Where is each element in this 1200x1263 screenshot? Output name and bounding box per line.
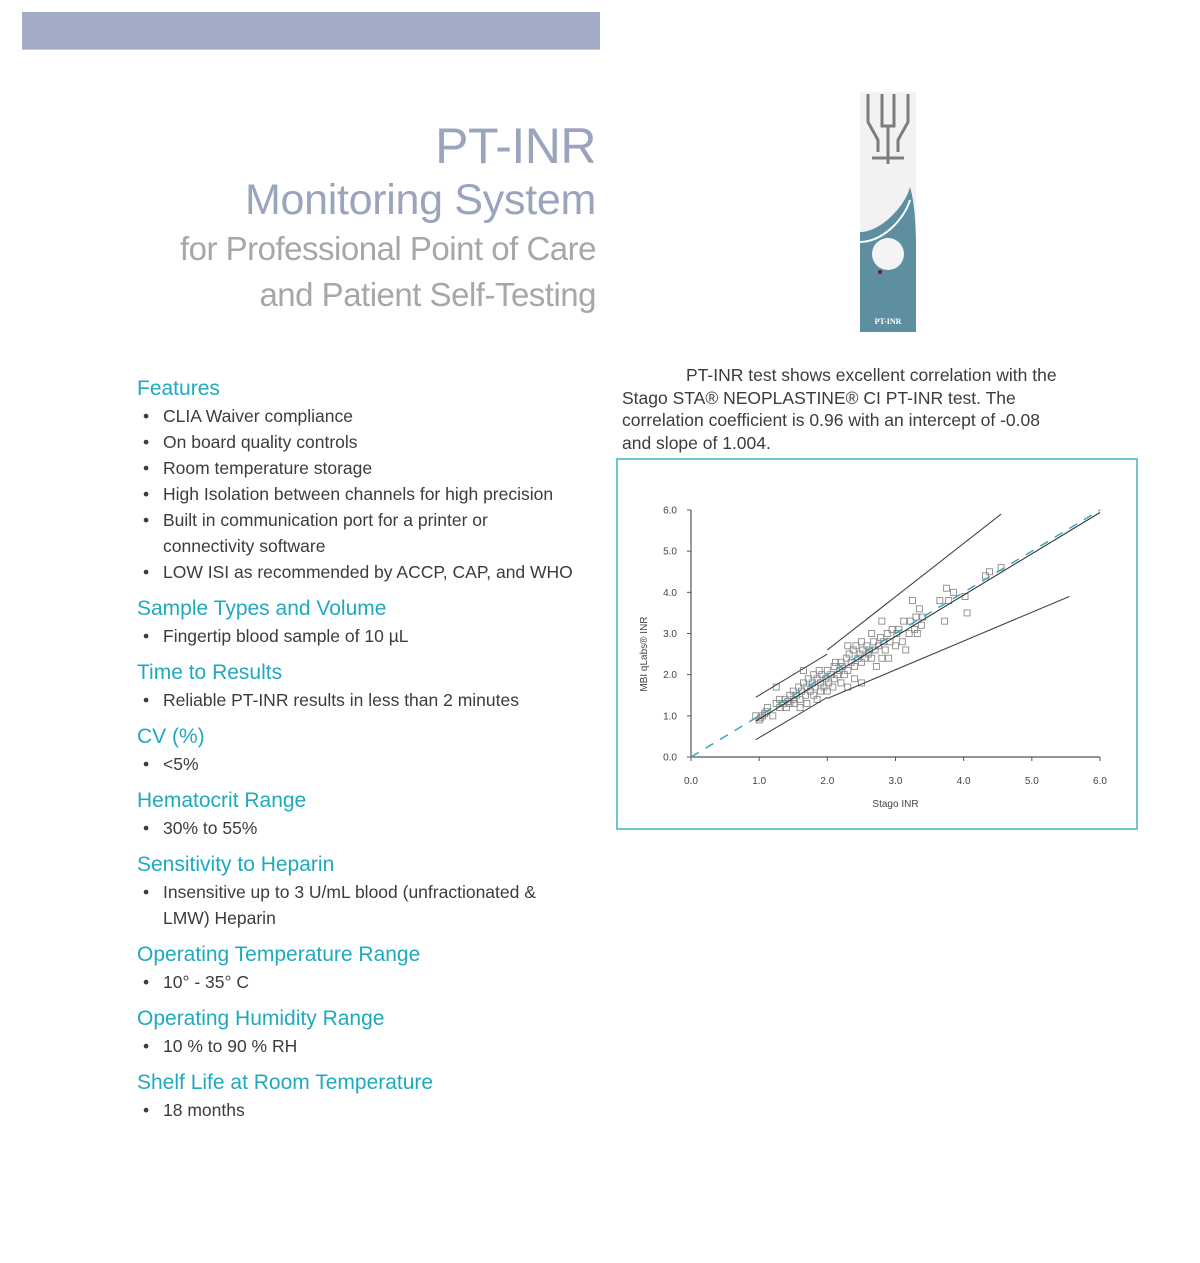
data-point	[886, 655, 892, 661]
y-axis-label: MBI qLabs® INR	[639, 616, 650, 692]
data-point	[964, 610, 970, 616]
section-heading: Operating Humidity Range	[137, 1007, 385, 1030]
data-point	[770, 713, 776, 719]
title-block	[180, 118, 596, 318]
section-humidity	[137, 1005, 607, 1059]
y-tick-label: 4.0	[663, 587, 677, 599]
data-point	[804, 700, 810, 706]
data-point	[903, 647, 909, 653]
tagline-line-2: and Patient Self-Testing	[259, 276, 596, 313]
section-shelf-life	[137, 1069, 607, 1123]
x-tick-label: 1.0	[752, 776, 767, 787]
data-point	[901, 618, 907, 624]
header-bar	[22, 12, 600, 50]
list-item: • Built in communication port for a printer or connectivity software	[137, 507, 523, 559]
data-point	[918, 622, 924, 628]
limit-line	[756, 512, 1100, 721]
tagline-line-1: for Professional Point of Care	[179, 230, 596, 267]
data-point	[899, 639, 905, 645]
strip-label: PT-INR	[874, 317, 902, 326]
list-item: • <5%	[137, 751, 607, 777]
section-hematocrit	[137, 787, 607, 841]
section-temperature	[137, 941, 607, 995]
test-strip-image	[860, 92, 916, 332]
section-time-to-results	[137, 659, 607, 713]
list-item: • Reliable PT-INR results in less than 2 minutes	[137, 687, 607, 713]
list-item: • LOW ISI as recommended by ACCP, CAP, and WHO	[137, 559, 607, 585]
data-point	[869, 631, 875, 637]
data-point	[937, 598, 943, 604]
section-heading: Hematocrit Range	[137, 789, 307, 812]
chart-caption	[622, 364, 1072, 454]
x-tick-label: 4.0	[956, 776, 971, 787]
x-axis-label: Stago INR	[872, 799, 919, 810]
section-heading: Sensitivity to Heparin	[137, 853, 335, 876]
section-sample-types	[137, 595, 607, 649]
data-point	[950, 589, 956, 595]
section-cv	[137, 723, 607, 777]
section-heading: Sample Types and Volume	[137, 597, 387, 620]
data-point	[838, 680, 844, 686]
page-title: PT-INR	[435, 118, 596, 174]
list-item: • 30% to 55%	[137, 815, 607, 841]
x-tick-label: 5.0	[1024, 776, 1039, 787]
y-tick-label: 6.0	[663, 505, 677, 517]
list-item: • Insensitive up to 3 U/mL blood (unfractionated & LMW) Heparin	[137, 879, 563, 931]
list-item: • CLIA Waiver compliance	[137, 403, 607, 429]
y-tick-label: 2.0	[663, 670, 677, 682]
x-tick-label: 0.0	[684, 776, 698, 787]
data-point	[942, 618, 948, 624]
caption-text: PT-INR test shows excellent correlation with the Stago STA® NEOPLASTINE® CI PT-INR test. The correlation coefficient is 0.96 with an intercept of -0.08 and slope of 1.004.	[622, 365, 1057, 453]
list-item: • Fingertip blood sample of 10 µL	[137, 623, 607, 649]
data-point	[987, 569, 993, 575]
y-tick-label: 5.0	[663, 546, 677, 558]
section-heading: Operating Temperature Range	[137, 943, 421, 966]
section-heading: Features	[137, 377, 220, 400]
data-point	[910, 598, 916, 604]
data-point	[873, 663, 879, 669]
limit-line	[827, 514, 1001, 650]
section-heading: CV (%)	[137, 725, 205, 748]
list-item: • Room temperature storage	[137, 455, 607, 481]
data-point	[882, 647, 888, 653]
list-item: • High Isolation between channels for high precision	[137, 481, 607, 507]
data-point	[852, 676, 858, 682]
list-item: • 10 % to 90 % RH	[137, 1033, 607, 1059]
section-features	[137, 375, 607, 585]
data-point	[879, 618, 885, 624]
y-tick-label: 0.0	[663, 752, 677, 764]
spec-sections	[137, 375, 607, 1133]
list-item: • On board quality controls	[137, 429, 607, 455]
data-point	[916, 606, 922, 612]
correlation-scatter-chart	[618, 460, 1136, 828]
x-tick-label: 3.0	[888, 776, 903, 787]
identity-line	[691, 510, 1100, 757]
x-tick-label: 2.0	[820, 776, 835, 787]
y-tick-label: 3.0	[663, 629, 677, 640]
section-heading: Time to Results	[137, 661, 283, 684]
page-subtitle: Monitoring System	[245, 176, 596, 224]
correlation-chart-frame	[616, 458, 1138, 830]
list-item: • 10° - 35° C	[137, 969, 607, 995]
section-heading: Shelf Life at Room Temperature	[137, 1071, 434, 1094]
data-point	[944, 585, 950, 591]
list-item: • 18 months	[137, 1097, 607, 1123]
data-point	[879, 655, 885, 661]
y-tick-label: 1.0	[663, 711, 677, 723]
section-heparin	[137, 851, 607, 931]
x-tick-label: 6.0	[1093, 776, 1107, 787]
